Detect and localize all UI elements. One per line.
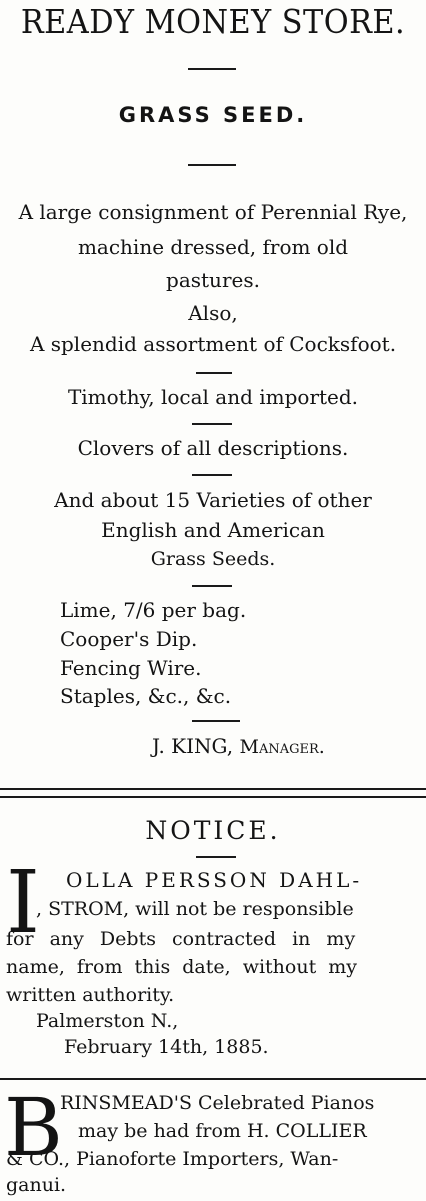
ad-line: A splendid assortment of Cocksfoot. bbox=[29, 332, 397, 356]
divider bbox=[196, 856, 236, 858]
signature-title: Manager. bbox=[239, 736, 325, 758]
ad-line: RINSMEAD'S Celebrated Pianos bbox=[60, 1092, 375, 1114]
signature-name: J. KING, bbox=[152, 734, 234, 758]
notice-line: OLLA PERSSON DAHL- bbox=[66, 868, 363, 892]
item-line: Fencing Wire. bbox=[60, 656, 202, 680]
ad-line: English and American bbox=[101, 518, 325, 542]
divider bbox=[192, 474, 232, 476]
divider bbox=[188, 68, 236, 70]
ad-line: Grass Seeds. bbox=[150, 548, 276, 570]
divider bbox=[192, 720, 240, 722]
ad-heading: GRASS SEED. bbox=[118, 103, 308, 127]
ad-line: pastures. bbox=[166, 268, 260, 292]
divider bbox=[192, 585, 232, 587]
item-line: Lime, 7/6 per bag. bbox=[60, 598, 247, 622]
section-rule bbox=[0, 796, 426, 798]
notice-place: Palmerston N., bbox=[36, 1010, 179, 1032]
divider bbox=[196, 372, 232, 374]
ad-line: And about 15 Varieties of other bbox=[54, 488, 372, 512]
notice-line: for any Debts contracted in my bbox=[6, 928, 356, 950]
notice-date: February 14th, 1885. bbox=[64, 1036, 269, 1058]
item-line: Cooper's Dip. bbox=[60, 627, 198, 651]
item-line: Staples, &c., &c. bbox=[60, 684, 232, 708]
ad-line: machine dressed, from old bbox=[77, 235, 349, 259]
notice-line: , STROM, will not be responsible bbox=[36, 898, 354, 920]
ad-line: & CO., Pianoforte Importers, Wan- bbox=[6, 1148, 339, 1170]
ad-line: Timothy, local and imported. bbox=[67, 385, 359, 409]
ad-title: READY MONEY STORE. bbox=[20, 2, 406, 41]
notice-line: name, from this date, without my bbox=[6, 956, 358, 978]
drop-cap: B bbox=[4, 1081, 63, 1174]
ad-line: Clovers of all descriptions. bbox=[77, 436, 349, 460]
ad-line: may be had from H. COLLIER bbox=[78, 1120, 367, 1142]
ad-line: ganui. bbox=[6, 1174, 67, 1196]
signature bbox=[152, 734, 325, 758]
divider bbox=[192, 423, 232, 425]
section-rule bbox=[0, 788, 426, 790]
drop-cap: I bbox=[6, 853, 40, 953]
notice-line: written authority. bbox=[6, 984, 175, 1006]
section-rule bbox=[0, 1078, 426, 1080]
ad-line: Also, bbox=[188, 301, 238, 325]
divider bbox=[188, 164, 236, 166]
notice-title: NOTICE. bbox=[145, 816, 281, 845]
ad-line: A large consignment of Perennial Rye, bbox=[18, 200, 408, 224]
